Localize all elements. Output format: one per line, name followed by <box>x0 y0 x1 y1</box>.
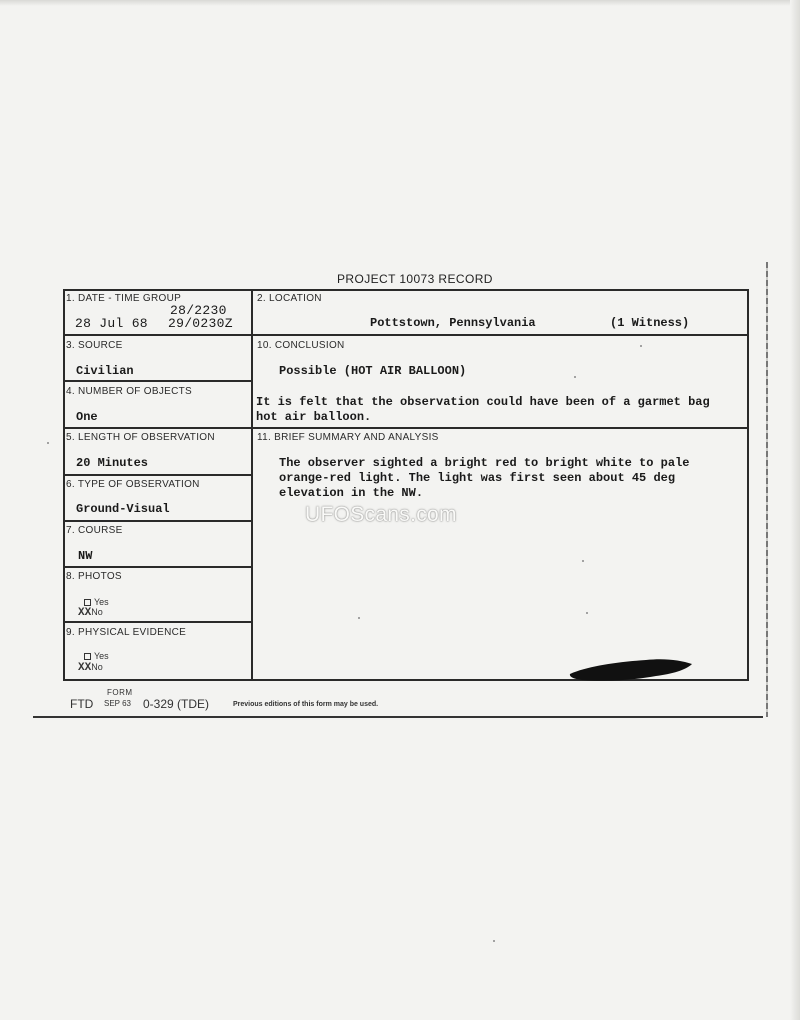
photos-no-label: No <box>91 607 103 617</box>
source-value: Civilian <box>76 364 134 378</box>
checkbox-box <box>84 653 91 660</box>
number-of-objects-label: 4. NUMBER OF OBJECTS <box>66 386 193 397</box>
physical-evidence-no-label: No <box>91 662 103 672</box>
divider <box>63 474 252 476</box>
conclusion-value: Possible (HOT AIR BALLOON) <box>279 364 467 378</box>
conclusion-label: 10. CONCLUSION <box>257 340 345 351</box>
summary-line3: elevation in the NW. <box>279 486 424 500</box>
footer-form-number: 0-329 (TDE) <box>143 697 210 711</box>
scan-edge <box>0 0 800 6</box>
margin-rule <box>766 262 768 717</box>
witness-count: (1 Witness) <box>610 316 690 330</box>
date-value: 28 Jul 68 <box>75 316 148 331</box>
footer-rule <box>33 716 763 718</box>
summary-label: 11. BRIEF SUMMARY AND ANALYSIS <box>257 432 439 443</box>
photos-no-checkbox <box>78 607 103 619</box>
redaction-mark <box>568 654 694 684</box>
divider <box>252 334 749 336</box>
record-title: PROJECT 10073 RECORD <box>337 272 493 286</box>
physical-evidence-yes-checkbox <box>84 651 109 661</box>
photos-yes-label: Yes <box>94 597 109 607</box>
scan-speck <box>640 345 642 347</box>
conclusion-comment-line2: hot air balloon. <box>256 410 372 424</box>
time-local-value: 28/2230 <box>170 303 227 318</box>
scan-speck <box>493 940 495 942</box>
type-of-observation-label: 6. TYPE OF OBSERVATION <box>66 479 200 490</box>
divider <box>63 621 252 623</box>
divider <box>63 520 252 522</box>
divider <box>63 334 252 336</box>
scan-speck <box>358 617 360 619</box>
divider <box>63 427 252 429</box>
date-time-label: 1. DATE - TIME GROUP <box>66 293 182 304</box>
scan-speck <box>574 376 576 378</box>
divider <box>63 380 252 382</box>
course-label: 7. COURSE <box>66 525 123 536</box>
course-value: NW <box>78 549 93 563</box>
footer-date-code: SEP 63 <box>104 699 131 708</box>
physical-evidence-no-mark: XX <box>78 662 92 674</box>
conclusion-comment-line1: It is felt that the observation could have been of a garmet bag <box>256 395 710 409</box>
scan-edge-right <box>790 0 800 1020</box>
footer-ftd: FTD <box>70 697 94 711</box>
footer-form-word: FORM <box>107 688 133 697</box>
summary-line2: orange-red light. The light was first seen about 45 deg <box>279 471 676 485</box>
scan-speck <box>47 442 49 444</box>
time-zulu-value: 29/0230Z <box>168 316 233 331</box>
scan-speck <box>582 560 584 562</box>
type-of-observation-value: Ground-Visual <box>76 502 170 516</box>
footer-note: Previous editions of this form may be used. <box>233 701 379 708</box>
photos-no-mark: XX <box>78 607 92 619</box>
summary-line1: The observer sighted a bright red to bright white to pale <box>279 456 690 470</box>
physical-evidence-yes-label: Yes <box>94 651 109 661</box>
divider <box>252 427 749 429</box>
photos-label: 8. PHOTOS <box>66 571 122 582</box>
length-of-observation-value: 20 Minutes <box>76 456 149 470</box>
length-of-observation-label: 5. LENGTH OF OBSERVATION <box>66 432 215 443</box>
physical-evidence-no-checkbox <box>78 662 103 674</box>
location-value: Pottstown, Pennsylvania <box>370 316 536 330</box>
location-label: 2. LOCATION <box>257 293 322 304</box>
physical-evidence-label: 9. PHYSICAL EVIDENCE <box>66 627 187 638</box>
watermark: UFOScans.com <box>305 503 457 526</box>
number-of-objects-value: One <box>76 410 98 424</box>
source-label: 3. SOURCE <box>66 340 123 351</box>
photos-yes-checkbox <box>84 597 109 607</box>
divider <box>63 566 252 568</box>
scan-speck <box>586 612 588 614</box>
checkbox-box <box>84 599 91 606</box>
